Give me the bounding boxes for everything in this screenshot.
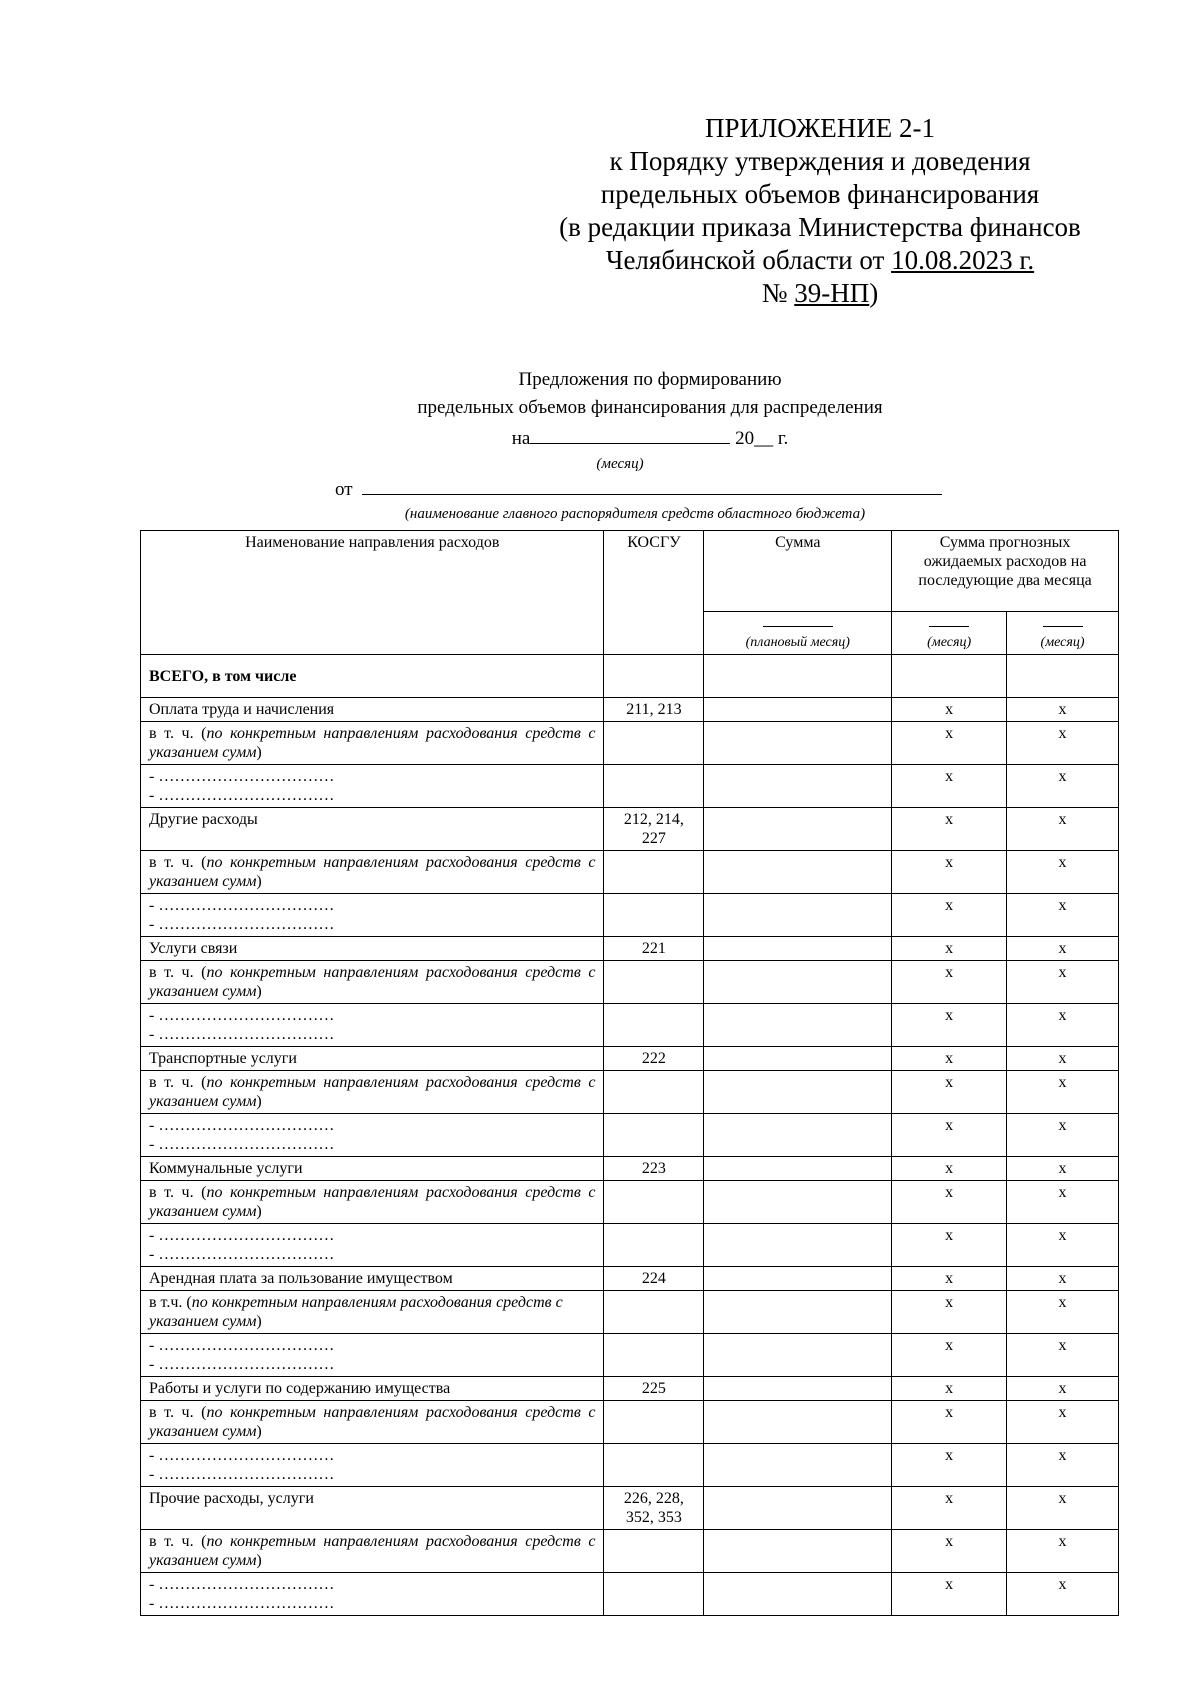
month-year-line: на 20__ г. — [300, 425, 1000, 450]
order-number: 39-НП — [794, 278, 870, 308]
including-cell: в т. ч. (по конкретным направлениям расходования средств с указанием сумм) — [141, 722, 604, 765]
kosgu-cell: 222 — [604, 1047, 704, 1071]
including-row — [141, 1181, 1119, 1224]
financing-table — [140, 530, 1119, 1616]
expense-row — [141, 1377, 1119, 1401]
month2-value-cell: х — [1007, 1530, 1119, 1573]
detail-cell — [141, 1004, 604, 1047]
detail-cell — [141, 894, 604, 937]
kosgu-cell — [604, 1291, 704, 1334]
month1-value-cell: х — [892, 1114, 1007, 1157]
sum-cell — [704, 894, 892, 937]
including-cell: в т. ч. (по конкретным направлениям расходования средств с указанием сумм) — [141, 1071, 604, 1114]
including-cell: в т. ч. (по конкретным направлениям расходования средств с указанием сумм) — [141, 961, 604, 1004]
detail-row — [141, 1004, 1119, 1047]
month2-value-cell: х — [1007, 1114, 1119, 1157]
kosgu-cell: 212, 214, 227 — [604, 808, 704, 851]
order-date: 10.08.2023 г. — [891, 245, 1035, 275]
expense-row — [141, 1487, 1119, 1530]
col-header-kosgu: КОСГУ — [604, 531, 704, 655]
month2-value-cell: х — [1007, 1291, 1119, 1334]
appendix-line: предельных объемов финансирования — [600, 179, 1040, 209]
sum-cell — [704, 937, 892, 961]
month1-value-cell: х — [892, 1573, 1007, 1616]
month2-value-cell: х — [1007, 1157, 1119, 1181]
detail-row — [141, 894, 1119, 937]
month2-value-cell: х — [1007, 1004, 1119, 1047]
month1-value-cell: х — [892, 1487, 1007, 1530]
including-cell: в т. ч. (по конкретным направлениям расходования средств с указанием сумм) — [141, 851, 604, 894]
month2-value-cell: х — [1007, 1487, 1119, 1530]
appendix-title: ПРИЛОЖЕНИЕ 2-1 — [704, 113, 936, 143]
detail-line: - …………………………… — [149, 1337, 335, 1354]
month2-caption: (месяц) — [1040, 635, 1085, 650]
sum-cell — [704, 1224, 892, 1267]
month1-value-cell: х — [892, 851, 1007, 894]
sum-cell — [704, 1157, 892, 1181]
sum-cell — [704, 961, 892, 1004]
month2-value-cell: х — [1007, 1267, 1119, 1291]
month1-value-cell: х — [892, 1047, 1007, 1071]
month1-cell — [892, 612, 1007, 655]
expense-name-cell: Коммунальные услуги — [141, 1157, 604, 1181]
kosgu-cell — [604, 1181, 704, 1224]
detail-cell — [141, 1224, 604, 1267]
month1-value-cell: х — [892, 1224, 1007, 1267]
sum-cell — [704, 1004, 892, 1047]
detail-cell — [141, 1444, 604, 1487]
sum-cell — [704, 698, 892, 722]
month2-value-cell: х — [1007, 894, 1119, 937]
detail-line: - …………………………… — [149, 1227, 335, 1244]
month2-value-cell: х — [1007, 961, 1119, 1004]
month1-value-cell: х — [892, 1444, 1007, 1487]
appendix-number-line: № 39-НП) — [761, 278, 879, 308]
month1-value-cell: х — [892, 765, 1007, 808]
including-row — [141, 1291, 1119, 1334]
month1-value-cell: х — [892, 1157, 1007, 1181]
month1-caption: (месяц) — [927, 635, 972, 650]
kosgu-cell: 225 — [604, 1377, 704, 1401]
including-row — [141, 1530, 1119, 1573]
month2-value-cell: х — [1007, 851, 1119, 894]
sum-cell — [704, 1071, 892, 1114]
expense-row — [141, 937, 1119, 961]
kosgu-cell: 211, 213 — [604, 698, 704, 722]
sum-cell — [704, 765, 892, 808]
detail-row — [141, 1334, 1119, 1377]
sum-cell — [704, 1444, 892, 1487]
detail-line: - …………………………… — [149, 1246, 335, 1263]
including-cell: в т.ч. (по конкретным направлениям расходования средств с указанием сумм) — [141, 1291, 604, 1334]
kosgu-cell — [604, 1224, 704, 1267]
month2-value-cell: х — [1007, 1377, 1119, 1401]
month1-value-cell: х — [892, 722, 1007, 765]
detail-row — [141, 1444, 1119, 1487]
month2-cell — [1007, 612, 1119, 655]
detail-line: - …………………………… — [149, 1356, 335, 1373]
detail-line: - …………………………… — [149, 787, 335, 804]
month1-value-cell: х — [892, 894, 1007, 937]
month2-value-cell: х — [1007, 1224, 1119, 1267]
month1-value-cell: х — [892, 937, 1007, 961]
col-header-name: Наименование направления расходов — [141, 531, 604, 655]
sum-cell — [704, 1181, 892, 1224]
organization-caption: (наименование главного распорядителя средств областного бюджета) — [404, 506, 866, 522]
sum-cell — [704, 851, 892, 894]
detail-line: - …………………………… — [149, 1007, 335, 1024]
month1-value-cell: х — [892, 1267, 1007, 1291]
sum-cell — [704, 1047, 892, 1071]
sum-cell — [704, 1530, 892, 1573]
expense-name-cell: Прочие расходы, услуги — [141, 1487, 604, 1530]
kosgu-cell — [604, 1334, 704, 1377]
detail-line: - …………………………… — [149, 1595, 335, 1612]
total-label: ВСЕГО, в том числе — [141, 655, 604, 698]
month1-value-cell: х — [892, 1181, 1007, 1224]
expense-row — [141, 808, 1119, 851]
expense-name-cell: Оплата труда и начисления — [141, 698, 604, 722]
detail-line: - …………………………… — [149, 1447, 335, 1464]
month2-value-cell: х — [1007, 1181, 1119, 1224]
kosgu-cell — [604, 1444, 704, 1487]
including-row — [141, 1071, 1119, 1114]
sum-cell — [704, 1487, 892, 1530]
including-cell: в т. ч. (по конкретным направлениям расходования средств с указанием сумм) — [141, 1530, 604, 1573]
kosgu-cell — [604, 765, 704, 808]
month2-value-cell: х — [1007, 1047, 1119, 1071]
appendix-line: (в редакции приказа Министерства финансов — [559, 212, 1081, 242]
including-cell: в т. ч. (по конкретным направлениям расходования средств с указанием сумм) — [141, 1401, 604, 1444]
month1-value-cell: х — [892, 808, 1007, 851]
kosgu-cell — [604, 1401, 704, 1444]
detail-line: - …………………………… — [149, 1576, 335, 1593]
expense-name-cell: Арендная плата за пользование имуществом — [141, 1267, 604, 1291]
detail-cell — [141, 1334, 604, 1377]
expense-name-cell: Работы и услуги по содержанию имущества — [141, 1377, 604, 1401]
including-row — [141, 851, 1119, 894]
expense-row — [141, 1267, 1119, 1291]
sum-cell — [704, 1334, 892, 1377]
month1-value-cell: х — [892, 961, 1007, 1004]
detail-line: - …………………………… — [149, 1117, 335, 1134]
kosgu-cell — [604, 894, 704, 937]
organization-blank — [362, 476, 942, 495]
month2-value-cell: х — [1007, 1334, 1119, 1377]
organization-line: от — [335, 476, 942, 501]
month2-value-cell: х — [1007, 1401, 1119, 1444]
total-row — [141, 655, 1119, 698]
sum-cell — [704, 1267, 892, 1291]
kosgu-cell: 221 — [604, 937, 704, 961]
sum-cell — [704, 1401, 892, 1444]
detail-line: - …………………………… — [149, 1136, 335, 1153]
detail-row — [141, 1224, 1119, 1267]
detail-row — [141, 1573, 1119, 1616]
including-row — [141, 1401, 1119, 1444]
month1-value-cell: х — [892, 1377, 1007, 1401]
month1-value-cell: х — [892, 698, 1007, 722]
col-header-sum: Сумма — [704, 531, 892, 612]
month2-value-cell: х — [1007, 1444, 1119, 1487]
kosgu-cell — [604, 1530, 704, 1573]
detail-line: - …………………………… — [149, 1026, 335, 1043]
sum-cell — [704, 722, 892, 765]
sum-cell — [704, 1114, 892, 1157]
detail-cell — [141, 765, 604, 808]
kosgu-cell: 226, 228, 352, 353 — [604, 1487, 704, 1530]
including-cell: в т. ч. (по конкретным направлениям расходования средств с указанием сумм) — [141, 1181, 604, 1224]
month2-value-cell: х — [1007, 937, 1119, 961]
planned-month-cell — [704, 612, 892, 655]
expense-name-cell: Другие расходы — [141, 808, 604, 851]
month-blank — [530, 425, 730, 444]
planned-month-caption: (плановый месяц) — [745, 635, 850, 650]
including-row — [141, 961, 1119, 1004]
month1-value-cell: х — [892, 1334, 1007, 1377]
month2-value-cell: х — [1007, 765, 1119, 808]
kosgu-cell — [604, 722, 704, 765]
document-title: Предложения по формированию предельных объемов финансирования для распределения — [417, 369, 883, 418]
sum-cell — [704, 1291, 892, 1334]
expense-row — [141, 1157, 1119, 1181]
month2-value-cell: х — [1007, 808, 1119, 851]
detail-line: - …………………………… — [149, 897, 335, 914]
month2-value-cell: х — [1007, 1071, 1119, 1114]
kosgu-cell — [604, 1071, 704, 1114]
month1-value-cell: х — [892, 1530, 1007, 1573]
sum-cell — [704, 1377, 892, 1401]
header-row — [141, 531, 1119, 612]
month2-value-cell: х — [1007, 1573, 1119, 1616]
detail-line: - …………………………… — [149, 1466, 335, 1483]
expense-name-cell: Услуги связи — [141, 937, 604, 961]
month1-value-cell: х — [892, 1291, 1007, 1334]
including-row — [141, 722, 1119, 765]
month2-value-cell: х — [1007, 722, 1119, 765]
appendix-header — [520, 112, 1120, 310]
sum-cell — [704, 1573, 892, 1616]
kosgu-cell — [604, 1004, 704, 1047]
kosgu-cell — [604, 851, 704, 894]
detail-row — [141, 765, 1119, 808]
month2-value-cell: х — [1007, 698, 1119, 722]
detail-cell — [141, 1114, 604, 1157]
col-header-forecast: Сумма прогнозных ожидаемых расходов на последующие два месяца — [892, 531, 1119, 612]
detail-line: - …………………………… — [149, 916, 335, 933]
month1-value-cell: х — [892, 1004, 1007, 1047]
detail-cell — [141, 1573, 604, 1616]
expense-row — [141, 698, 1119, 722]
month-caption: (месяц) — [596, 456, 644, 472]
kosgu-cell: 224 — [604, 1267, 704, 1291]
expense-name-cell: Транспортные услуги — [141, 1047, 604, 1071]
appendix-date-line: Челябинской области от 10.08.2023 г. — [605, 245, 1035, 275]
detail-line: - …………………………… — [149, 768, 335, 785]
sum-cell — [704, 808, 892, 851]
expense-row — [141, 1047, 1119, 1071]
detail-row — [141, 1114, 1119, 1157]
month1-value-cell: х — [892, 1071, 1007, 1114]
kosgu-cell — [604, 1114, 704, 1157]
month1-value-cell: х — [892, 1401, 1007, 1444]
appendix-line: к Порядку утверждения и доведения — [609, 146, 1031, 176]
kosgu-cell — [604, 961, 704, 1004]
kosgu-cell: 223 — [604, 1157, 704, 1181]
kosgu-cell — [604, 1573, 704, 1616]
